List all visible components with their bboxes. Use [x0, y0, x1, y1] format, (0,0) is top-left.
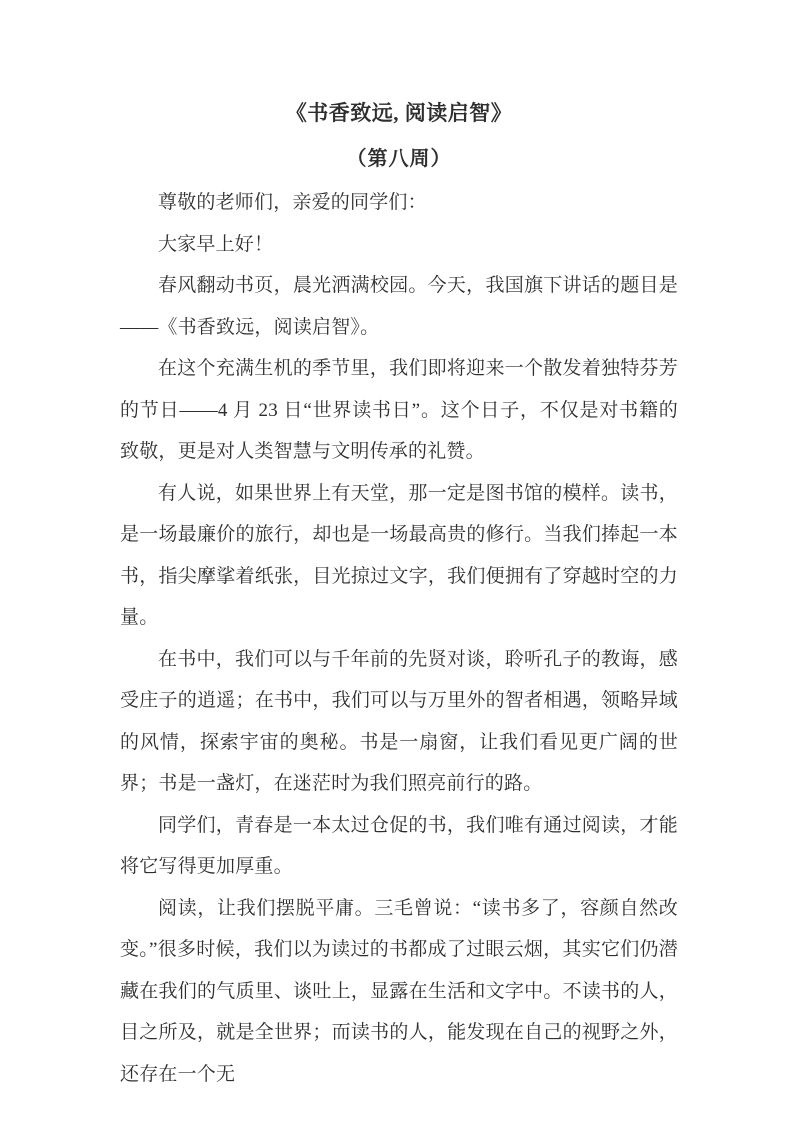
paragraph: 在书中，我们可以与千年前的先贤对谈，聆听孔子的教诲，感受庄子的逍遥；在书中，我们可以与万里外的智者相遇，领略异域的风情，探索宇宙的奥秘。书是一扇窗，让我们看见更广阔的世界；书是一盏灯，在迷茫时为我们照亮前行的路。 [120, 648, 678, 794]
paragraph: 大家早上好！ [158, 233, 274, 255]
document-body [120, 182, 678, 1095]
paragraph: 有人说，如果世界上有天堂，那一定是图书馆的模样。读书，是一场最廉价的旅行，却也是一场最高贵的修行。当我们捧起一本书，指尖摩挲着纸张，目光掠过文字，我们便拥有了穿越时空的力量。 [120, 482, 678, 628]
paragraph: 阅读，让我们摆脱平庸。三毛曾说：“读书多了，容颜自然改变。”很多时候，我们以为读过的书都成了过眼云烟，其实它们仍潜藏在我们的气质里、谈吐上，显露在生活和文字中。不读书的人，目之所及，就是全世界；而读书的人，能发现在自己的视野之外，还存在一个无 [120, 897, 678, 1085]
paragraph: 尊敬的老师们，亲爱的同学们： [158, 192, 427, 213]
paragraph: 同学们，青春是一本太过仓促的书，我们唯有通过阅读，才能将它写得更加厚重。 [120, 814, 678, 877]
document-subtitle: （第八周） [346, 148, 452, 170]
paragraph: 春风翻动书页，晨光洒满校园。今天，我国旗下讲话的题目是——《书香致远，阅读启智》。 [120, 275, 678, 338]
paragraph: 在这个充满生机的季节里，我们即将迎来一个散发着独特芬芳的节日——4 月 23 日“世界读书日”。这个日子，不仅是对书籍的致敬，更是对人类智慧与文明传承的礼赞。 [120, 358, 678, 462]
document-title: 《书香致远, 阅读启智》 [285, 101, 513, 125]
